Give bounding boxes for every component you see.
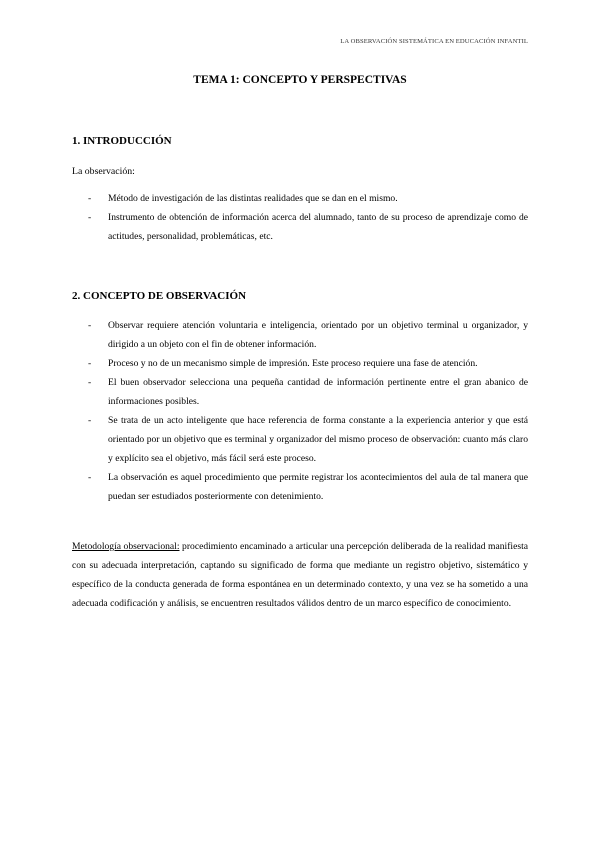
list-item: [88, 208, 528, 246]
list-item: [88, 468, 528, 506]
list-item: [88, 354, 528, 373]
page-title: TEMA 1: CONCEPTO Y PERSPECTIVAS: [193, 74, 407, 86]
list-item-text: Observar requiere atención voluntaria e inteligencia, orientado por un objetivo terminal u organizador, y dirigido a un objeto con el fin de obtener información.: [108, 320, 528, 350]
running-header: LA OBSERVACIÓN SISTEMÁTICA EN EDUCACIÓN INFANTIL: [340, 38, 528, 45]
bullet-dash: -: [88, 193, 92, 204]
list-item-text: Instrumento de obtención de información acerca del alumnado, tanto de su proceso de aprendizaje como de actitudes, personalidad, problemáticas, etc.: [108, 212, 528, 242]
list-item-text: Proceso y no de un mecanismo simple de impresión. Este proceso requiere una fase de atención.: [108, 358, 478, 369]
definition-text: procedimiento encaminado a articular una percepción deliberada de la realidad manifiesta con su adecuada interpretación, captando su significado de forma que mediante un registro objetivo, sistemático y específico de la conducta generada de forma espontánea en un determinado contexto, y una vez se ha sometido a una adecuada codificación y análisis, se encuentren resultados válidos dentro de un marco específico de conocimiento.: [72, 541, 528, 609]
bullet-dash: -: [88, 377, 92, 388]
bullet-dash: -: [88, 415, 92, 426]
list-item-text: La observación es aquel procedimiento que permite registrar los acontecimientos del aula de tal manera que puedan ser estudiados posteriormente con detenimiento.: [108, 472, 528, 502]
list-item: [88, 189, 528, 208]
section-heading-concepto: 2. CONCEPTO DE OBSERVACIÓN: [72, 290, 247, 302]
list-item-text: El buen observador selecciona una pequeña cantidad de información pertinente entre el gran abanico de informaciones posibles.: [108, 377, 528, 407]
list-item: [88, 316, 528, 354]
list-item: [88, 411, 528, 468]
concepto-bullet-list: [88, 316, 528, 506]
bullet-dash: -: [88, 212, 92, 223]
section-intro-text: La observación:: [72, 166, 135, 177]
list-item-text: Se trata de un acto inteligente que hace referencia de forma constante a la experiencia anterior y que está orientado por un objetivo que es terminal y organizador del mismo proceso de observación: cuanto más claro y explícito sea el objetivo, más fácil será este proceso.: [108, 415, 528, 464]
definition-term: Metodología observacional:: [72, 541, 180, 552]
definition-paragraph: [72, 537, 528, 613]
list-item: [88, 373, 528, 411]
bullet-dash: -: [88, 358, 92, 369]
bullet-dash: -: [88, 320, 92, 331]
section-heading-introduccion: 1. INTRODUCCIÓN: [72, 135, 172, 147]
bullet-dash: -: [88, 472, 92, 483]
introduccion-bullet-list: [88, 189, 528, 246]
list-item-text: Método de investigación de las distintas realidades que se dan en el mismo.: [108, 193, 398, 204]
